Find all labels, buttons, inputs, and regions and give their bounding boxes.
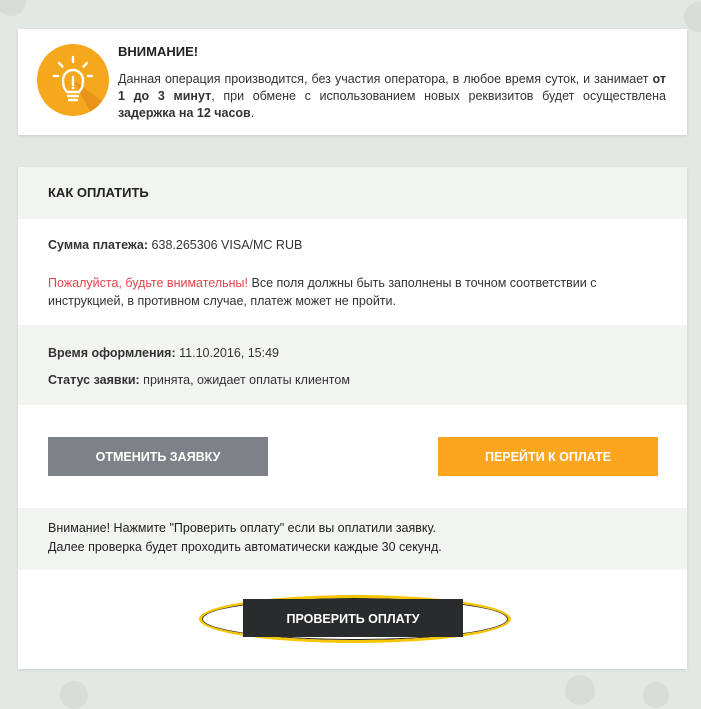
amount-value: 638.265306 VISA/MC RUB: [151, 238, 303, 252]
attention-body: Все поля должны быть заполнены в точном соответствии с инструкцией, в противном случае, платеж может не пройти.: [48, 276, 597, 308]
payment-panel: [18, 167, 687, 669]
background-pattern: [643, 682, 669, 708]
attention-red: Пожалуйста, будьте внимательны!: [48, 276, 249, 290]
section-title: КАК ОПЛАТИТЬ: [48, 185, 149, 200]
attention-text: [48, 274, 658, 310]
warning-title: ВНИМАНИЕ!: [118, 44, 199, 59]
order-time-label: Время оформления:: [48, 346, 176, 360]
warning-panel: [18, 29, 687, 135]
warning-text-part: Данная операция производится, без участия оператора, в любое время суток, и занимает: [118, 72, 653, 86]
order-time: [48, 346, 279, 360]
section-header: [18, 167, 687, 219]
payment-amount: [48, 238, 302, 252]
warning-text-part: .: [250, 106, 255, 120]
notice-line-1: Внимание! Нажмите "Проверить оплату" если вы оплатили заявку.: [48, 521, 436, 535]
warning-text: [118, 71, 666, 122]
warning-duration: от 1 до 3 минут: [118, 72, 666, 103]
order-status-value: принята, ожидает оплаты клиентом: [143, 373, 350, 387]
go-to-payment-button[interactable]: ПЕРЕЙТИ К ОПЛАТЕ: [438, 437, 658, 476]
check-payment-button[interactable]: ПРОВЕРИТЬ ОПЛАТУ: [243, 599, 463, 637]
background-pattern: [684, 2, 701, 32]
warning-text-part: , при обмене с использованием новых реквизитов будет осуществлена: [211, 89, 666, 103]
order-info: [18, 325, 687, 405]
background-pattern: [60, 681, 88, 709]
check-notice: [18, 508, 687, 570]
lightbulb-icon: [37, 44, 109, 116]
notice-line-2: Далее проверка будет проходить автоматически каждые 30 секунд.: [48, 540, 442, 554]
amount-label: Сумма платежа:: [48, 238, 149, 252]
order-status-label: Статус заявки:: [48, 373, 140, 387]
background-pattern: [0, 0, 26, 16]
order-status: [48, 373, 350, 387]
warning-delay: задержка на 12 часов: [118, 106, 251, 120]
background-pattern: [565, 675, 595, 705]
cancel-order-button[interactable]: ОТМЕНИТЬ ЗАЯВКУ: [48, 437, 268, 476]
order-time-value: 11.10.2016, 15:49: [179, 346, 280, 360]
